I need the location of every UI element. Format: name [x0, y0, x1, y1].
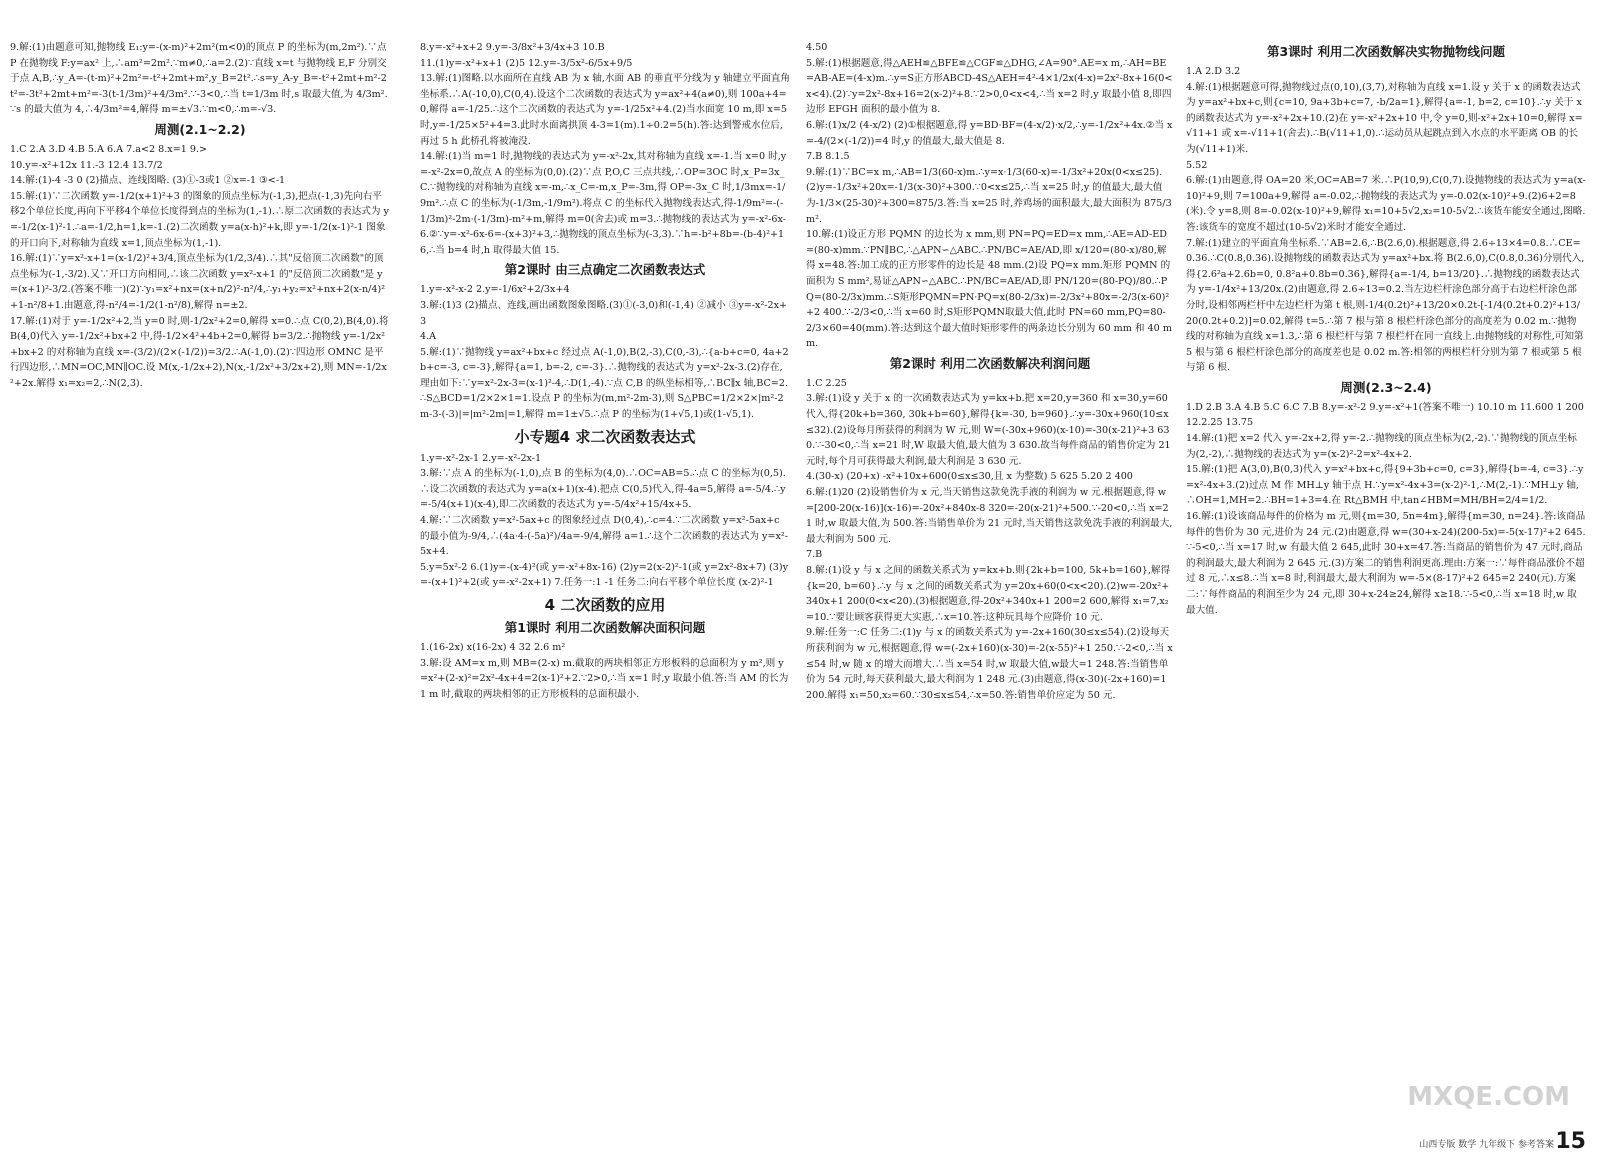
answer-paragraph: 1.(16-2x) x(16-2x) 4 32 2.6 m² [420, 642, 566, 653]
answer-paragraph: 5.解:(1)∵抛物线 y=ax²+bx+c 经过点 A(-1,0),B(2,-3),C(0,-3),∴{a-b+c=0, 4a+2b+c=-3, c=-3},解得{a=1, b=-2, c=-3}.∴抛物线的表达式为 y=x²-2x-3.(2)存在,理由如下:∵y=x²-2x-3=(x-1)²-4,∴D(1,-4).∵点 C,B 的纵坐标相等,∴BC∥x 轴,BC=2.∴S△BCD=1/2×2×1=1.设点 P 的坐标为(m,m²-2m-3),则 S△PBC=1/2×2×|m²-2m-3-(-3)|=|m²-2m|=1,解得 m=1±√5.∴点 P 的坐标为(1+√5,1)或(1-√5,1). [420, 346, 789, 421]
answer-paragraph: 13.解:(1)图略.以水面所在直线 AB 为 x 轴,水面 AB 的垂直平分线为 y 轴建立平面直角坐标系.∴A(-10,0),C(0,4).设这个二次函数的表达式为 y=ax²+4(a≠0),则 100a+4=0,解得 a=-1/25.∴这个二次函数的表达式为 y=-1/25x²+4.(2)当水面宽 10 m,即 x=5 时,y=-1/25×5²+4=3.此时水面离拱顶 4-3=1(m).1÷0.2=5(h).答:达到警戒水位后,再过 5 h 此桥孔将被淹没. [420, 73, 790, 147]
answer-paragraph: 16.解:(1)∵y=x²-x+1=(x-1/2)²+3/4,顶点坐标为(1/2,3/4).∴其"反倍顶二次函数"的顶点坐标为(-1,-3/2).又∵开口方向相同,∴该二次函数 y=x²-x+1 的"反倍顶二次函数"是 y=(x+1)²-3/2.(答案不唯一)(2)∵y₁=x²+nx=(x+n/2)²-n²/4,∴y₁+y₂=x²+nx+2(x-n/4)²+1-n²/8+1.由题意,得-n²/4=-1/2(1-n²/8),解得 n=±2. [10, 253, 386, 311]
answer-paragraph: 1.C 2.A 3.D 4.B 5.A 6.A 7.a<2 8.x=1 9.> [10, 143, 208, 155]
answer-column-2 [420, 40, 790, 1130]
answer-paragraph: 4.50 [806, 42, 828, 53]
chapter-heading: 4 二次函数的应用 [544, 596, 666, 614]
answer-paragraph: 16.解:(1)设该商品每件的价格为 m 元,则{m=30, 5n=4m},解得{m=30, n=24}.答:该商品每件的售价为 30 元,进价为 24 元.(2)由题意,得 w=(30+x-24)(200-5x)=-5(x-17)²+2 645.∵-5<0,∴当 x=17 时,w 有最大值 2 645,此时 30+x=47.答:当商品的销售价为 47 元时,商品的利润最大,最大利润为 2 645 元.(3)方案二的销售利润更高.理由:方案一:∵每件商品涨价不超过 8 元,∴x≤8.∴当 x=8 时,利润最大,最大利润为 w=-5×(8-17)²+2 645=2 240(元).方案二:∵每件商品的利润至少为 24 元,即 30+x-24≥24,解得 x≥18.∵-5<0,∴当 x=18 时,w 取最大值. [1186, 511, 1586, 616]
section-heading: 周测(2.3~2.4) [1340, 379, 1432, 395]
answer-paragraph: 4.A [420, 331, 437, 343]
answer-paragraph: 7.解:(1)建立的平面直角坐标系.∵AB=2.6,∴B(2.6,0).根据题意,得 2.6÷13×4=0.8.∴CE=0.36.∴C(0.8,0.36).设抛物线的函数表达式为 y=ax²+bx.将 B(2.6,0),C(0.8,0.36)分别代入,得{2.6²a+2.6b=0, 0.8²a+0.8b=0.36},解得{a=-1/4, b=13/20}.∴抛物线的函数表达式为 y=-1/4x²+13/20x.(2)由题意,得 2.6÷13=0.2.当左边栏杆涂色部分高于右边栏杆涂色部分时,设相邻两栏杆中左边栏杆为第 t 根,则-1/4(0.2t)²+13/20×0.2t-[-1/4(0.2t+0.2)²+13/20(0.2t+0.2)]=0.02,解得 t=5.∴第 7 根与第 8 根栏杆涂色部分的高度差为 0.02 m.∵抛物线的对称轴为直线 x=1.3,∴第 6 根栏杆与第 7 根栏杆在同一直线上.由抛物线的对称性,可知第 5 根与第 6 根栏杆涂色部分的高度差也是 0.02 m.答:相邻的两根栏杆分别为第 7 根或第 5 根与第 6 根. [1186, 237, 1585, 374]
answer-paragraph: 7.B [806, 549, 823, 561]
answer-paragraph: 6.解:(1)20 (2)设销售价为 x 元,当天销售这款免洗手液的利润为 w 元.根据题意,得 w=[200-20(x-16)](x-16)=-20x²+840x-8 320=-20(x-21)²+500.∵-20<0,∴当 x=21 时,w 取最大值,为 500.答:当销售单价为 21 元时,当天销售这款免洗手液的利润最大,最大利润为 500 元. [806, 487, 1173, 545]
answer-paragraph: 6.解:(1)x/2 (4-x/2) (2)①根据题意,得 y=BD·BF=(4-x/2)·x/2,∴y=-1/2x²+4x.②当 x=-4/(2×(-1/2))=4 时,y 的值最大,最大值是 8. [806, 119, 1173, 147]
answer-paragraph: 14.解:(1)-4 -3 0 (2)描点、连线图略. (3)①-3或1 ②x=-1 ③<-1 [10, 175, 286, 187]
section-heading: 周测(2.1~2.2) [154, 121, 246, 137]
answer-paragraph: 1.y=-x²-x-2 2.y=-1/6x²+2/3x+4 [420, 284, 570, 296]
answer-paragraph: 3.解:设 AM=x m,则 MB=(2-x) m.截取的两块相邻正方形板料的总面积为 y m²,则 y=x²+(2-x)²=2x²-4x+4=2(x-1)²+2.∵2>0,∴当 x=1 时,y 取最小值.答:当 AM 的长为 1 m 时,截取的两块相邻的正方形板料的总面积最小. [420, 657, 789, 700]
answer-paragraph: 8.解:(1)设 y 与 x 之间的函数关系式为 y=kx+b.则{2k+b=100, 5k+b=160},解得{k=20, b=60}.∴y 与 x 之间的函数关系式为 y=20x+60(0<x<20).(2)w=-20x²+340x+1 200(0<x<20).(3)根据题意,得-20x²+340x+1 200=2 600,解得 x₁=7,x₂=10.∵要让顾客获得更大实惠,∴x=10.答:这种玩具每个应降价 10 元. [806, 565, 1171, 623]
answer-paragraph: 5.y=5x²-2 6.(1)y=-(x-4)²(或 y=-x²+8x-16) (2)y=2(x-2)²-1(或 y=2x²-8x+7) (3)y=-(x+1)²+2(或 y=-x²-2x+1) 7.任务一:1 -1 任务二:向右平移个单位长度 (x-2)²-1 [420, 561, 789, 589]
answer-paragraph: 9.解:(1)由题意可知,抛物线 E₁:y=-(x-m)²+2m²(m<0)的顶点 P 的坐标为(m,2m²).∵点 P 在抛物线 F:y=ax² 上,∴am²=2m².∵m≠0,∴a=2.(2)∵直线 x=t 与抛物线 E,F 分别交于点 A,B,∴y_A=-(t-m)²+2m²=-t²+2mt+m²,y_B=2t².∴s=y_A-y_B=-t²+2mt+m²-2t²=-3t²+2mt+m²=-3(t-1/3m)²+4/3m².∵-3<0,∴当 t=1/3m 时,s 取最大值,为 4/3m².∵s 的最大值为 4,∴4/3m²=4,解得 m=±√3.∵m<0,∴m=-√3. [10, 42, 388, 116]
answer-column-4 [1186, 40, 1586, 1130]
answer-paragraph: 4.解:(1)根据题意可得,抛物线过点(0,10),(3,7),对称轴为直线 x=1.设 y 关于 x 的函数表达式为 y=ax²+bx+c,则{c=10, 9a+3b+c=7, -b/2a=1},解得{a=-1, b=2, c=10}.∴y 关于 x 的函数表达式为 y=-x²+2x+10.(2)在 y=-x²+2x+10 中,令 y=0,则-x²+2x+10=0,解得 x=√11+1 或 x=-√11+1(舍去).∴B(√11+1,0).∴运动员从起跳点到入水点的水平距离 OB 的长为(√11+1)米. [1186, 81, 1583, 155]
section-heading: 第1课时 利用二次函数解决面积问题 [504, 620, 706, 635]
answer-paragraph: 8.y=-x²+x+2 9.y=-3/8x²+3/4x+3 10.B [420, 42, 605, 53]
answer-paragraph: 3.解:(1)设 y 关于 x 的一次函数表达式为 y=kx+b.把 x=20,y=360 和 x=30,y=60 代入,得{20k+b=360, 30k+b=60},解得{k=-30, b=960}.∴y=-30x+960(10≤x≤32).(2)设每月所获得的利润为 W 元,则 W=(-30x+960)(x-10)=-30(x-21)²+3 630.∵-30<0,∴当 x=21 时,W 取最大值,最大值为 3 630.故当每件商品的销售价定为 21 元时,每个月可获得最大利润,最大利润是 3 630 元. [806, 393, 1171, 467]
answer-paragraph: 3.解:(1)3 (2)描点、连线,画出函数图象图略.(3)①(-3,0)和(-1,4) ②减小 ③y=-x²-2x+3 [420, 299, 788, 327]
answer-paragraph: 7.B 8.1.5 [806, 151, 850, 163]
watermark-logo: MXQE.COM [1407, 1082, 1570, 1112]
answer-paragraph: 15.解:(1)∵二次函数 y=-1/2(x+1)²+3 的图象的顶点坐标为(-1,3),把点(-1,3)先向右平移2个单位长度,再向下平移4个单位长度得到点的坐标为(1,-1).∴原二次函数的表达式为 y=-1/2(x-1)²-1.∴a=-1/2,h=1,k=-1.(2)二次函数 y=a(x-h)²+k,即 y=-1/2(x-1)²-1 图象的开口向下,对称轴为直线 x=1,顶点坐标为(1,-1). [10, 190, 389, 249]
answer-paragraph: 10.y=-x²+12x 11.-3 12.4 13.7/2 [10, 159, 163, 171]
answer-paragraph: 1.D 2.B 3.A 4.B 5.C 6.C 7.B 8.y=-x²-2 9.y=-x²+1(答案不唯一) 10.10 m 11.600 1 200 12.2.25 13.75 [1186, 401, 1584, 429]
page-footer: 山西专版 数学 九年级下 参考答案 [1419, 1140, 1554, 1150]
answer-paragraph: 14.解:(1)当 m=1 时,抛物线的表达式为 y=-x²-2x,其对称轴为直线 x=-1.当 x=0 时,y=-x²-2x=0,故点 A 的坐标为(0,0).(2)∵点 P,O,C 三点共线,∴OP=3OC 时,x_P=3x_C.∵抛物线的对称轴为直线 x=-m,∴x_C=-m,x_P=-3m,得 OP=-3x_C 时,1/3mx=-1/9m².∴点 C 的坐标为(-1/3m,-1/9m²).将点 C 的坐标代入抛物线表达式,得-1/9m²=-(-1/3m)²-2m·(-1/3m)-m²+m,解得 m=0(舍去)或 m=3.∴抛物线的表达式为 y=-x²-6x-6.②∵y=-x²-6x-6=-(x+3)²+3,∴抛物线的顶点坐标为(-3,3).∵h=-b²+8b=-(b-4)²+16,∴当 b=4 时,h 取得最大值 15. [420, 151, 787, 256]
page-number: 15 [1555, 1129, 1586, 1154]
answer-paragraph: 17.解:(1)对于 y=-1/2x²+2,当 y=0 时,则-1/2x²+2=0,解得 x=0.∴点 C(0,2),B(4,0).将 B(4,0)代入 y=-1/2x²+bx+2 中,得-1/2×4²+4b+2=0,解得 b=3/2.∴抛物线 y=-1/2x²+bx+2 的对称轴为直线 x=-(3/2)/(2×(-1/2))=3/2.∴A(-1,0).(2)∵四边形 OMNC 是平行四边形,∴MN=OC,MN∥OC.设 M(x,-1/2x+2),N(x,-1/2x²+3/2x+2),则 MN=-1/2x²+2x.解得 x₁=x₂=2,∴N(2,3). [10, 315, 389, 389]
answer-paragraph: 1.y=-x²-2x-1 2.y=-x²-2x-1 [420, 452, 542, 464]
answer-paragraph: 6.解:(1)由题意,得 OA=20 米,OC=AB=7 米.∴P(10,9),C(0,7).设抛物线的表达式为 y=a(x-10)²+9,则 7=100a+9,解得 a=-0.02,∴抛物线的表达式为 y=-0.02(x-10)²+9.(2)6+2=8(米).令 y=8,则 8=-0.02(x-10)²+9,解得 x₁=10+5√2,x₂=10-5√2.∴该货车能安全通过,图略.答:该货车的宽度不超过(10-5√2)米时才能安全通过. [1186, 175, 1586, 233]
answer-paragraph: 14.解:(1)把 x=2 代入 y=-2x+2,得 y=-2.∴抛物线的顶点坐标为(2,-2).∵抛物线的顶点坐标为(2,-2),∴抛物线的表达式为 y=(x-2)²-2=x²-4x+2. [1186, 433, 1577, 460]
answer-column-1 [10, 40, 390, 1130]
section-heading: 第2课时 利用二次函数解决利润问题 [889, 355, 1091, 371]
answer-paragraph: 3.解:∵点 A 的坐标为(-1,0),点 B 的坐标为(4,0).∴OC=AB=5.∴点 C 的坐标为(0,5).∴设二次函数的表达式为 y=a(x+1)(x-4).把点 C(0,5)代入,得-4a=5,解得 a=-5/4.∴y=-5/4(x+1)(x-4),即二次函数的表达式为 y=-5/4x²+15/4x+5. [420, 468, 786, 511]
answer-paragraph: 15.解:(1)把 A(3,0),B(0,3)代入 y=x²+bx+c,得{9+3b+c=0, c=3},解得{b=-4, c=3}.∴y=x²-4x+3.(2)过点 M 作 MH⊥y 轴于点 H.∵y=x²-4x+3=(x-2)²-1,∴M(2,-1).∵MH⊥y 轴,∴OH=1,MH=2.∴BH=1+3=4.在 Rt△BMH 中,tan∠HBM=MH/BH=2/4=1/2. [1186, 464, 1584, 507]
answer-paragraph: 1.A 2.D 3.2 [1186, 66, 1241, 77]
answer-column-3 [806, 40, 1174, 1130]
answer-paragraph: 4.解:∵二次函数 y=x²-5ax+c 的图象经过点 D(0,4),∴c=4.∵二次函数 y=x²-5ax+c 的最小值为-9/4,∴(4a·4-(-5a)²)/4a=-9/4,解得 a=1.∴这个二次函数的表达式为 y=x²-5x+4. [420, 515, 789, 558]
answer-paragraph: 4.(30-x) (20+x) -x²+10x+600(0≤x≤30,且 x 为整数) 5 625 5.20 2 400 [806, 471, 1133, 483]
answer-paragraph: 5.解:(1)根据题意,得△AEH≌△BFE≌△CGF≌△DHG,∠A=90°.AE=x m,∴AH=BE=AB-AE=(4-x)m.∴y=S正方形ABCD-4S△AEH=4²-4×1/2x(4-x)=2x²-8x+16(0<x<4).(2)∵y=2x²-8x+16=2(x-2)²+8.∵2>0,0<x<4,∴当 x=2 时,y 取最小值 8,即四边形 EFGH 面积的最小值为 8. [806, 57, 1173, 116]
answer-paragraph: 9.解:任务一:C 任务二:(1)y 与 x 的函数关系式为 y=-2x+160(30≤x≤54).(2)设每天所获利润为 w 元,根据题意,得 w=(-2x+160)(x-30)=-2(x-55)²+1 250.∵-2<0,∴当 x≤54 时,w 随 x 的增大而增大.∴当 x=54 时,w 取最大值,w最大=1 248.答:当销售单价为 54 元时,每天获利最大,最大利润为 1 248 元.(3)由题意,得(x-30)(-2x+160)=1 200.解得 x₁=50,x₂=60.∵30≤x≤54,∴x=50.答:销售单价应定为 50 元. [806, 627, 1173, 701]
answer-paragraph: 10.解:(1)设正方形 PQMN 的边长为 x mm,则 PN=PQ=ED=x mm,∴AE=AD-ED=(80-x)mm.∵PN∥BC,∴△APN∽△ABC.∴PN/BC=AE/AD,即 x/120=(80-x)/80,解得 x=48.答:加工成的正方形零件的边长是 48 mm.(2)设 PQ=x mm.矩形 PQMN 的面积为 S mm²,易证△APN∽△ABC.∴PN/BC=AE/AD,即 PN/120=(80-PQ)/80.∴PQ=(80-2/3x)mm.∴S矩形PQMN=PN·PQ=x(80-2/3x)=-2/3x²+80x=-2/3(x-60)²+2 400.∵-2/3<0,∴当 x=60 时,S矩形PQMN取最大值,此时 PN=60 mm,PQ=80-2/3×60=40(mm).答:达到这个最大值时矩形零件的两条边长分别为 60 mm 和 40 mm. [806, 229, 1172, 350]
chapter-heading: 小专题4 求二次函数表达式 [514, 427, 696, 446]
answer-paragraph: 5.52 [1186, 159, 1208, 171]
answer-paragraph: 9.解:(1)∵BC=x m,∴AB=1/3(60-x)m.∴y=x·1/3(60-x)=-1/3x²+20x(0<x≤25).(2)y=-1/3x²+20x=-1/3(x-30)²+300.∵0<x≤25,∴当 x=25 时,y 的值最大,最大值为-1/3×(25-30)²+300=875/3.答:当 x=25 时,养鸡场的面积最大,最大面积为 875/3 m². [806, 166, 1172, 225]
section-heading: 第2课时 由三点确定二次函数表达式 [504, 262, 706, 278]
section-heading: 第3课时 利用二次函数解决实物抛物线问题 [1266, 44, 1506, 59]
answer-paragraph: 11.(1)y=-x²+x+1 (2)5 12.y=-3/5x²-6/5x+9/5 [420, 57, 633, 69]
answer-paragraph: 1.C 2.25 [806, 377, 847, 389]
